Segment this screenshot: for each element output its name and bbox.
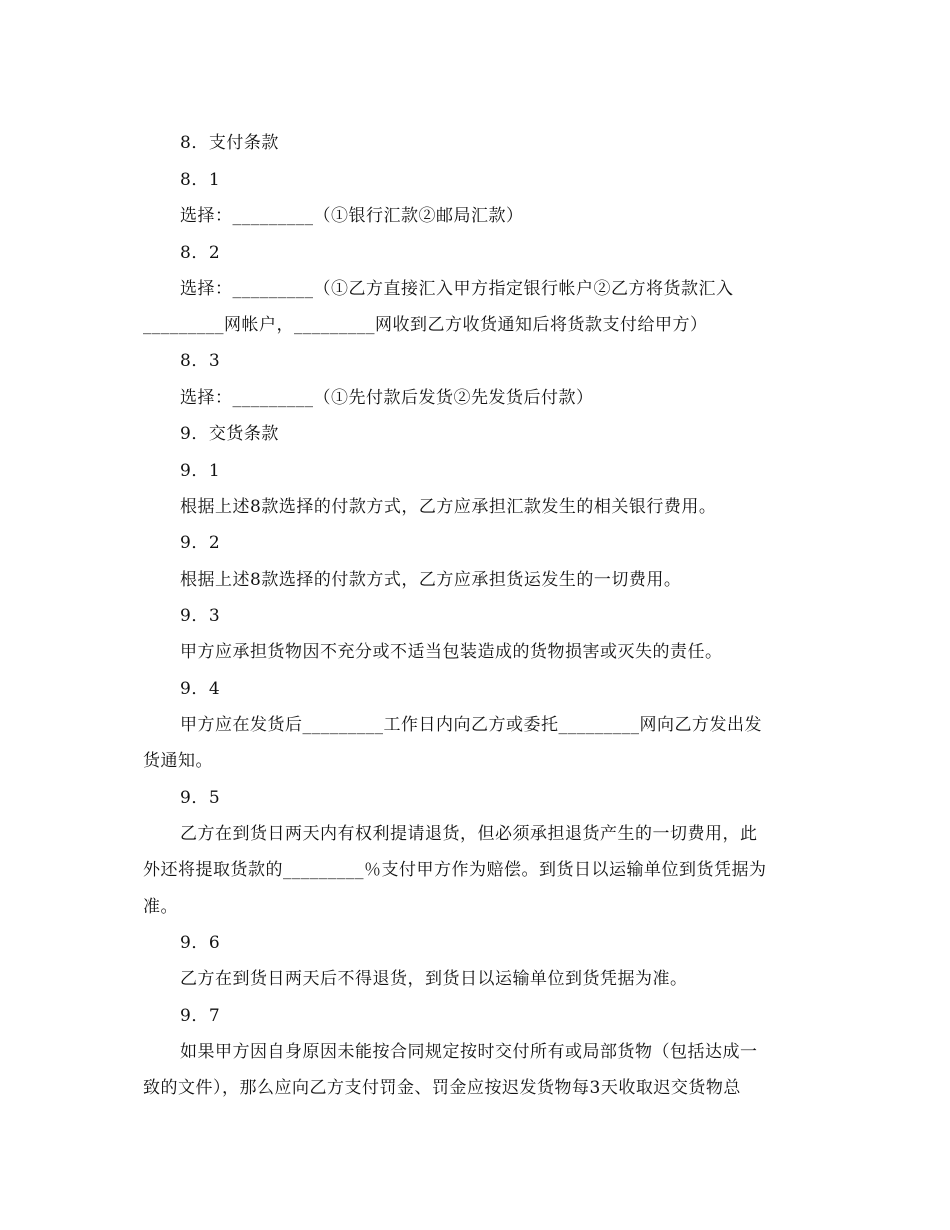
clause-number-9-1: 9．1 [180, 461, 221, 481]
clause-text-9-1: 根据上述8款选择的付款方式，乙方应承担汇款发生的相关银行费用。 [180, 497, 717, 517]
clause-text-9-4-cont: 货通知。 [143, 751, 213, 771]
clause-text-9-7-cont: 致的文件），那么应向乙方支付罚金、罚金应按迟发货物每3天收取迟交货物总 [143, 1078, 741, 1098]
clause-number-9-4: 9．4 [180, 679, 221, 699]
clause-number-9-5: 9．5 [180, 788, 221, 808]
clause-text-9-3: 甲方应承担货物因不充分或不适当包装造成的货物损害或灭失的责任。 [180, 642, 723, 662]
clause-number-8-1: 8．1 [180, 170, 221, 190]
section-heading-9: 9．交货条款 [180, 424, 279, 444]
clause-number-9-6: 9．6 [180, 933, 221, 953]
clause-text-9-5-cont2: 准。 [143, 897, 178, 917]
clause-text-8-1: 选择：_________（①银行汇款②邮局汇款） [180, 206, 524, 226]
clause-text-9-7: 如果甲方因自身原因未能按合同规定按时交付所有或局部货物（包括达成一 [180, 1042, 758, 1062]
section-heading-8: 8．支付条款 [180, 133, 279, 153]
clause-text-8-2: 选择：_________（①乙方直接汇入甲方指定银行帐户②乙方将货款汇入 [180, 279, 734, 299]
clause-text-9-2: 根据上述8款选择的付款方式，乙方应承担货运发生的一切费用。 [180, 570, 682, 590]
clause-text-9-5-cont: 外还将提取货款的_________％支付甲方作为赔偿。到货日以运输单位到货凭据为 [143, 860, 767, 880]
clause-number-8-2: 8．2 [180, 243, 221, 263]
clause-number-9-2: 9．2 [180, 533, 221, 553]
clause-number-8-3: 8．3 [180, 351, 221, 371]
clause-text-8-2-cont: _________网帐户，_________网收到乙方收货通知后将货款支付给甲方） [143, 315, 708, 335]
clause-text-8-3: 选择：_________（①先付款后发货②先发货后付款） [180, 388, 594, 408]
clause-text-9-6: 乙方在到货日两天后不得退货，到货日以运输单位到货凭据为准。 [180, 969, 688, 989]
clause-number-9-3: 9．3 [180, 606, 221, 626]
clause-number-9-7: 9．7 [180, 1006, 221, 1026]
clause-text-9-5: 乙方在到货日两天内有权利提请退货，但必须承担退货产生的一切费用，此 [180, 824, 758, 844]
clause-text-9-4: 甲方应在发货后_________工作日内向乙方或委托_________网向乙方发出发 [180, 715, 762, 735]
